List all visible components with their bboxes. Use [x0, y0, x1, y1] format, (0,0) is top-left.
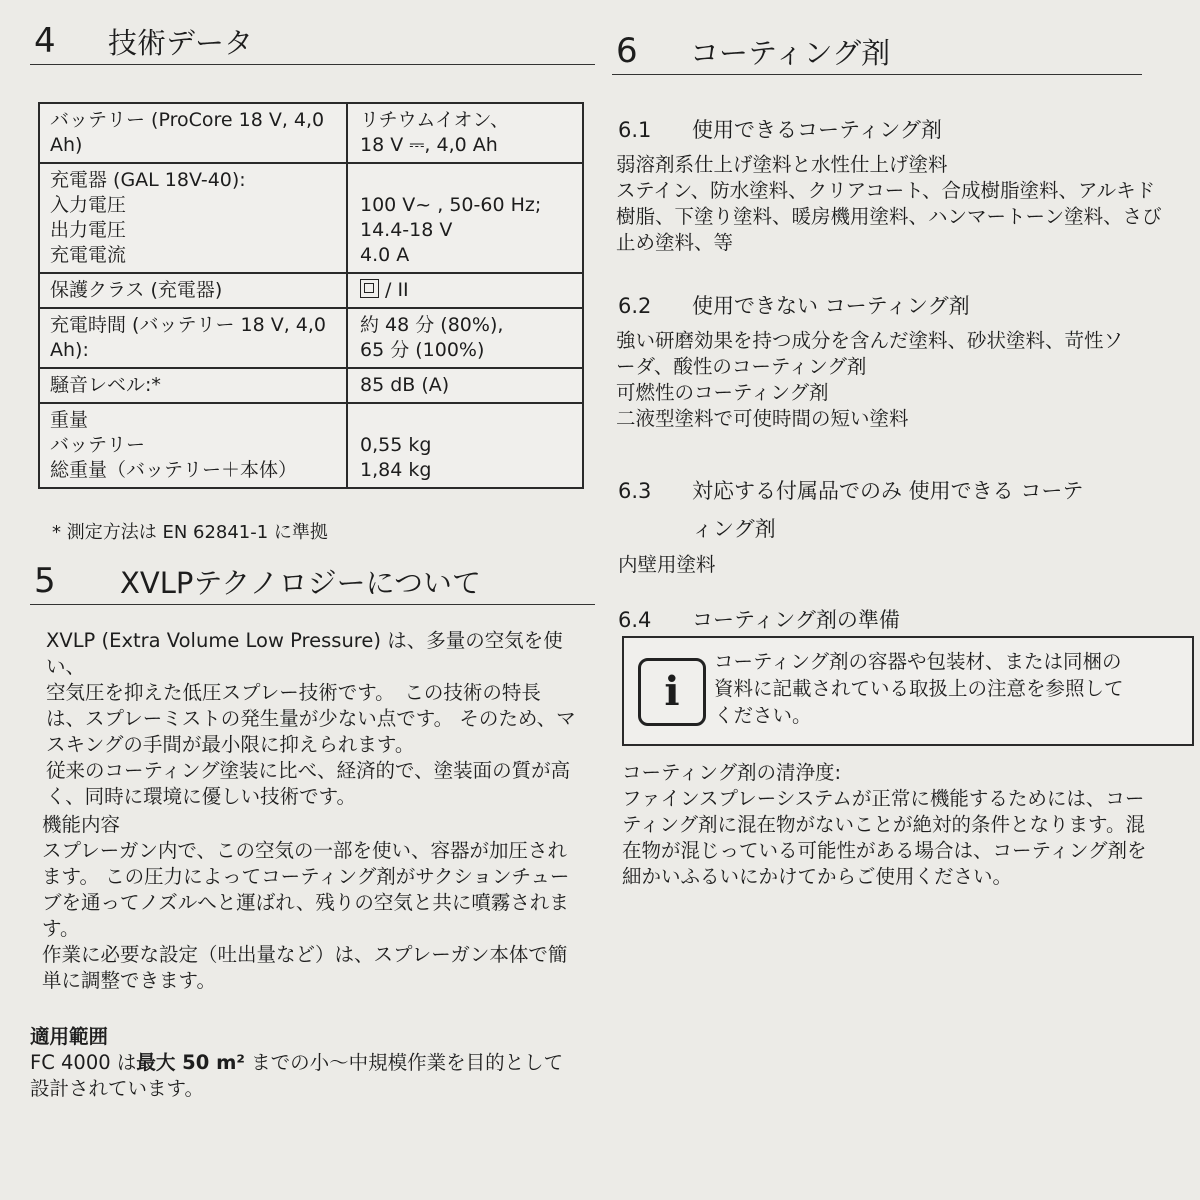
info-notice-box [622, 636, 1194, 746]
spec-value [347, 163, 583, 273]
text-line: 空気圧を抑えた低圧スプレー技術です。 この技術の特長 [46, 681, 541, 704]
accessory-coatings-list [618, 552, 716, 578]
spec-table [38, 102, 584, 489]
text-span: FC 4000 は [30, 1051, 137, 1074]
unusable-coatings-list [616, 328, 1123, 432]
subsection-title: 使用できるコーティング剤 [692, 118, 942, 142]
text-span-bold: 最大 50 m² [136, 1051, 245, 1074]
spec-value-line: 4.0 A [360, 244, 410, 266]
subsection-6-1-title [618, 114, 942, 144]
subsection-title: コーティング剤の準備 [692, 608, 900, 632]
spec-value-line: 約 48 分 (80%), [360, 314, 504, 336]
scope-line [30, 1050, 563, 1076]
function-title: 機能内容 [42, 813, 121, 836]
spec-value [347, 103, 583, 163]
text-line: は、スプレーミストの発生量が少ない点です。 そのため、マ [46, 707, 576, 730]
text-line: ーダ、酸性のコーティング剤 [616, 355, 867, 378]
section-title: XVLPテクノロジーについて [120, 566, 482, 600]
function-description [42, 812, 569, 994]
spec-key [39, 308, 347, 368]
text-line: す。 [42, 917, 80, 940]
text-line: く、同時に環境に優しい技術です。 [46, 785, 357, 808]
text-line: 強い研磨効果を持つ成分を含んだ塗料、砂状塗料、苛性ソ [616, 329, 1124, 352]
text-line: 弱溶剤系仕上げ塗料と水性仕上げ塗料 [616, 153, 948, 176]
spec-key-line: 重量 [50, 409, 89, 431]
spec-key-line: 保護クラス (充電器) [50, 279, 223, 301]
text-line: 内壁用塗料 [618, 553, 716, 576]
text-line: 細かいふるいにかけてからご使用ください。 [622, 865, 1013, 888]
subsection-title: 対応する付属品でのみ 使用できる コーテ [692, 479, 1084, 503]
spec-key [39, 368, 347, 403]
spec-value-line: 100 V~ , 50-60 Hz; [360, 194, 542, 216]
section-number: 6 [616, 31, 638, 71]
text-line: 可燃性のコーティング剤 [616, 381, 829, 404]
text-line: 在物が混じっている可能性がある場合は、コーティング剤を [622, 839, 1147, 862]
spec-row [39, 163, 583, 273]
spec-value-line: リチウムイオン、 [360, 109, 509, 131]
spec-row [39, 103, 583, 163]
spec-key [39, 273, 347, 308]
subsection-number: 6.1 [618, 118, 652, 142]
subsection-title: 使用できない コーティング剤 [692, 294, 970, 318]
section-number: 5 [34, 561, 56, 601]
spec-value [347, 368, 583, 403]
usable-coatings-list [616, 152, 1162, 256]
section-number: 4 [34, 21, 56, 61]
scope-of-use [30, 1024, 563, 1102]
spec-value-line: 85 dB (A) [360, 374, 450, 396]
spec-value [347, 273, 583, 308]
text-line: ください。 [714, 704, 812, 727]
info-icon: i [638, 658, 706, 726]
spec-value-line: 14.4-18 V [360, 219, 453, 241]
spec-value [347, 403, 583, 488]
spec-value-line [360, 408, 572, 433]
spec-key-line: Ah): [50, 339, 89, 361]
subsection-6-4-title [618, 604, 900, 634]
text-line: コーティング剤の容器や包装材、または同梱の [714, 650, 1122, 673]
text-line: 資料に記載されている取扱上の注意を参照して [714, 677, 1124, 700]
text-line: 単に調整できます。 [42, 969, 216, 992]
subsection-number: 6.3 [618, 479, 652, 503]
spec-value-line [360, 168, 572, 193]
xvlp-intro [46, 628, 595, 810]
text-line: スキングの手間が最小限に抑えられます。 [46, 733, 415, 756]
spec-row [39, 368, 583, 403]
subsection-number: 6.4 [618, 608, 652, 632]
text-line: 止め塗料、等 [616, 231, 734, 254]
text-line: 作業に必要な設定（吐出量など）は、スプレーガン本体で簡 [42, 943, 568, 966]
info-notice-text [714, 648, 1178, 729]
section-title: 技術データ [108, 26, 254, 60]
measurement-note: * 測定方法は EN 62841-1 に準拠 [52, 522, 328, 543]
text-line: ファインスプレーシステムが正常に機能するためには、コー [622, 787, 1145, 810]
spec-key [39, 163, 347, 273]
section-4-header [30, 20, 595, 65]
spec-row [39, 308, 583, 368]
text-span: までの小～中規模作業を目的として [244, 1051, 564, 1074]
spec-key [39, 403, 347, 488]
spec-value-line: 0,55 kg [360, 434, 432, 456]
section-5-header [30, 560, 595, 605]
spec-key-line: 出力電圧 [50, 219, 127, 241]
subsection-6-2-title [618, 290, 970, 320]
protection-class-text: / II [385, 279, 409, 301]
spec-value [347, 308, 583, 368]
text-line: ブを通ってノズルへと運ばれ、残りの空気と共に噴霧されま [42, 891, 569, 914]
subsection-6-3-title [618, 472, 1083, 548]
text-line: 二液型塗料で可使時間の短い塗料 [616, 407, 909, 430]
spec-value-line [360, 278, 572, 303]
text-line: XVLP (Extra Volume Low Pressure) は、多量の空気を使い、 [46, 629, 563, 678]
text-line: ステイン、防水塗料、クリアコート、合成樹脂塗料、アルキド [616, 179, 1156, 202]
text-line: 設計されています。 [30, 1077, 204, 1100]
spec-key-line: 充電電流 [50, 244, 127, 266]
spec-key-line: 総重量（バッテリー＋本体） [50, 459, 298, 481]
section-title: コーティング剤 [690, 36, 891, 70]
spec-key-line: Ah) [50, 134, 83, 156]
text-line: ます。 この圧力によってコーティング剤がサクションチュー [42, 865, 570, 888]
spec-value-line: 65 分 (100%) [360, 339, 485, 361]
spec-value-line: 1,84 kg [360, 459, 432, 481]
cleanliness-title: コーティング剤の清浄度: [622, 761, 842, 784]
spec-row [39, 273, 583, 308]
spec-key-line: バッテリー [50, 434, 146, 456]
spec-key-line: 充電器 (GAL 18V-40): [50, 169, 246, 191]
text-line: スプレーガン内で、この空気の一部を使い、容器が加圧され [42, 839, 567, 862]
spec-row [39, 403, 583, 488]
subsection-number: 6.2 [618, 294, 652, 318]
spec-key [39, 103, 347, 163]
spec-key-line: 入力電圧 [50, 194, 127, 216]
spec-key-line: バッテリー (ProCore 18 V, 4,0 [50, 109, 325, 131]
subsection-title-continued: ィング剤 [692, 517, 776, 541]
protection-class-ii-icon [360, 279, 379, 298]
text-line: ティング剤に混在物がないことが絶対的条件となります。混 [622, 813, 1145, 836]
scope-title: 適用範囲 [30, 1025, 109, 1048]
spec-key-line: 騒音レベル:* [50, 374, 161, 396]
section-6-header [612, 30, 1142, 75]
text-line: 従来のコーティング塗装に比べ、経済的で、塗装面の質が高 [46, 759, 571, 782]
text-line: 樹脂、下塗り塗料、暖房機用塗料、ハンマートーン塗料、さび [616, 205, 1162, 228]
spec-value-line: 18 V ⎓, 4,0 Ah [360, 134, 498, 156]
coating-cleanliness [622, 760, 1147, 890]
spec-key-line: 充電時間 (バッテリー 18 V, 4,0 [50, 314, 327, 336]
